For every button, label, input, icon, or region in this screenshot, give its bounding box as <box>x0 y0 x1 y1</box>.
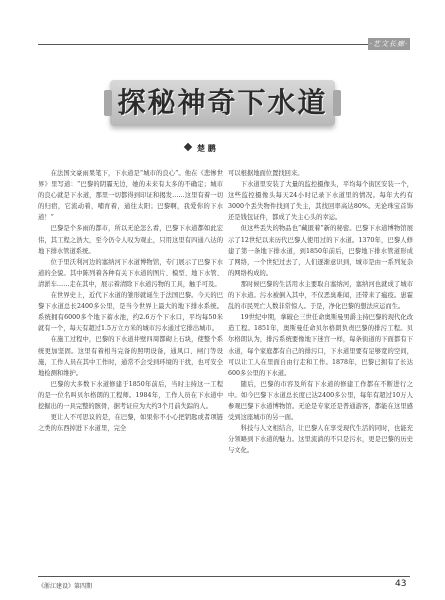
article-title: 探秘神奇下水道 <box>117 86 328 119</box>
author-name: 楚 鹏 <box>197 143 216 153</box>
paragraph: 随后，巴黎的市容及所有下水道的修建工作都在不断进行之中。如今巴黎下水道总长度已达2400多公里，每年有超过10万人参观巴黎下水道博物馆。无论是专家还是普通游客，都能在这里感受到这座城市的另一面。 <box>228 380 413 422</box>
right-column <box>228 168 413 456</box>
paragraph: 位于里沃利河边的塞纳河下水道博物馆，专门展示了巴黎下水道的全貌。其中陈列着各种有关下水道的图片、模型、地下水管、清淤车……走在其中，展示着清除下水道污物的工具，触手可及。 <box>38 258 223 288</box>
left-column <box>38 168 223 434</box>
paragraph: 那时候巴黎的生活用水主要取自塞纳河，塞纳河也就成了城市的下水道。污水被倒入其中，不仅恶臭难闻，还带来了瘟疫。患霍乱的市民死亡人数非常惊人。于是，净化巴黎的想法应运而生。 <box>228 280 413 311</box>
title-banner <box>110 80 335 126</box>
page-number: 43 <box>395 579 407 589</box>
paragraph: 在施工过程中，巴黎的下水道井壁四周都砌上石块，使整个系统更加坚固。这里有着相当完备的照明设备，通风口、闸门等设施，工作人员在其中工作时，通常不会受到环境的干扰，也可安全地检测和维护。 <box>38 336 223 377</box>
section-tag: ·艺文长廊· <box>369 40 409 48</box>
journal-name: 《浙江建设》第四期 <box>38 583 93 590</box>
paragraph: 巴黎是个多雨的都市，所以无论怎么看，巴黎下水道都如此宏伟，其工程之浩大，至今仍令人叹为观止，只用这里有四通八达的地下排水管道系统。 <box>38 225 223 255</box>
paragraph: 在世界史上，近代下水道的雏形就诞生于法国巴黎。今天的巴黎下水道总长2400多公里，是当今世界上最大的地下排水系统。系统拥有6000多个地下蓄水池，约2.6万个下水口，平均每50米就有一个，每天有超过1.5万立方米的城市污水通过它排出城市。 <box>38 292 223 333</box>
author-byline <box>185 143 216 154</box>
paragraph: 科技与人文相结合，让巴黎人在享受现代生活的同时，也能充分领略到下水道的魅力。这里流淌的不只是污水，更是巴黎的历史与文化。 <box>228 425 413 455</box>
paragraph: 下水道里安装了大量的监控摄像头，平均每个街区安装一个，这些监控摄像头每天24小时记录下水道里的情况。每年大约有3000个丢失物件找到了失主，其找回率高达80%。无论珠宝首饰还是钱包证件，都成了失主心头的幸运。 <box>228 181 413 222</box>
header-rule <box>38 44 368 45</box>
paragraph: 巴黎的大多数下水道修建于1850年前后，当时主持这一工程的是一位名叫贝尔格朗的工程师。1984年，工作人员在下水道中挖掘出的一具完整的骸骨，据考证应为大约3个月前失踪的人。 <box>38 380 223 410</box>
diamond-bullet-icon <box>184 143 192 151</box>
footer-rule <box>38 576 410 577</box>
paragraph: 19世纪中期，拿破仑三世任命奥斯曼男爵主持巴黎的现代化改造工程。1851年，奥斯曼任命贝尔格朗负责巴黎的排污工程。贝尔格朗认为，排污系统要像地下迷宫一样，每条街道的下面都有下水道，每个家庭都有自己的排污口，下水道里要有足够宽的空间，可以让工人在里面自由行走和工作。1878年，巴黎已拥有了长达600多公里的下水道。 <box>228 314 413 377</box>
paragraph: 但这些丢失的物品也“藏匿着”新的秘密。巴黎下水道博物馆展示了12世纪以来历代巴黎人使用过的下水道。1370年，巴黎人修建了第一条地下排水道，到1850年前后，巴黎地下排水管道形成了网络，一个世纪过去了，人们逐渐意识到，城市是由一系列复杂的网络构成的。 <box>228 225 413 277</box>
paragraph: 更让人不可思议的是，在巴黎，如果你不小心把钥匙或者项链之类的东西掉进下水道里，完全 <box>38 414 223 433</box>
paragraph: 可以根据地面位置找回来。 <box>228 170 304 177</box>
paragraph: 在法国文豪雨果笔下，下水道是“城市的良心”。他在《悲惨世界》里写道：“巴黎的阴霾无边，她的未来有太多的不确定；城市的良心就是下水道，那里一切都得到印证和揭发……这里有着一切的归宿，它流动着，哺育着，通往太阳；巴黎啊，我爱你的下水道！” <box>38 170 223 222</box>
